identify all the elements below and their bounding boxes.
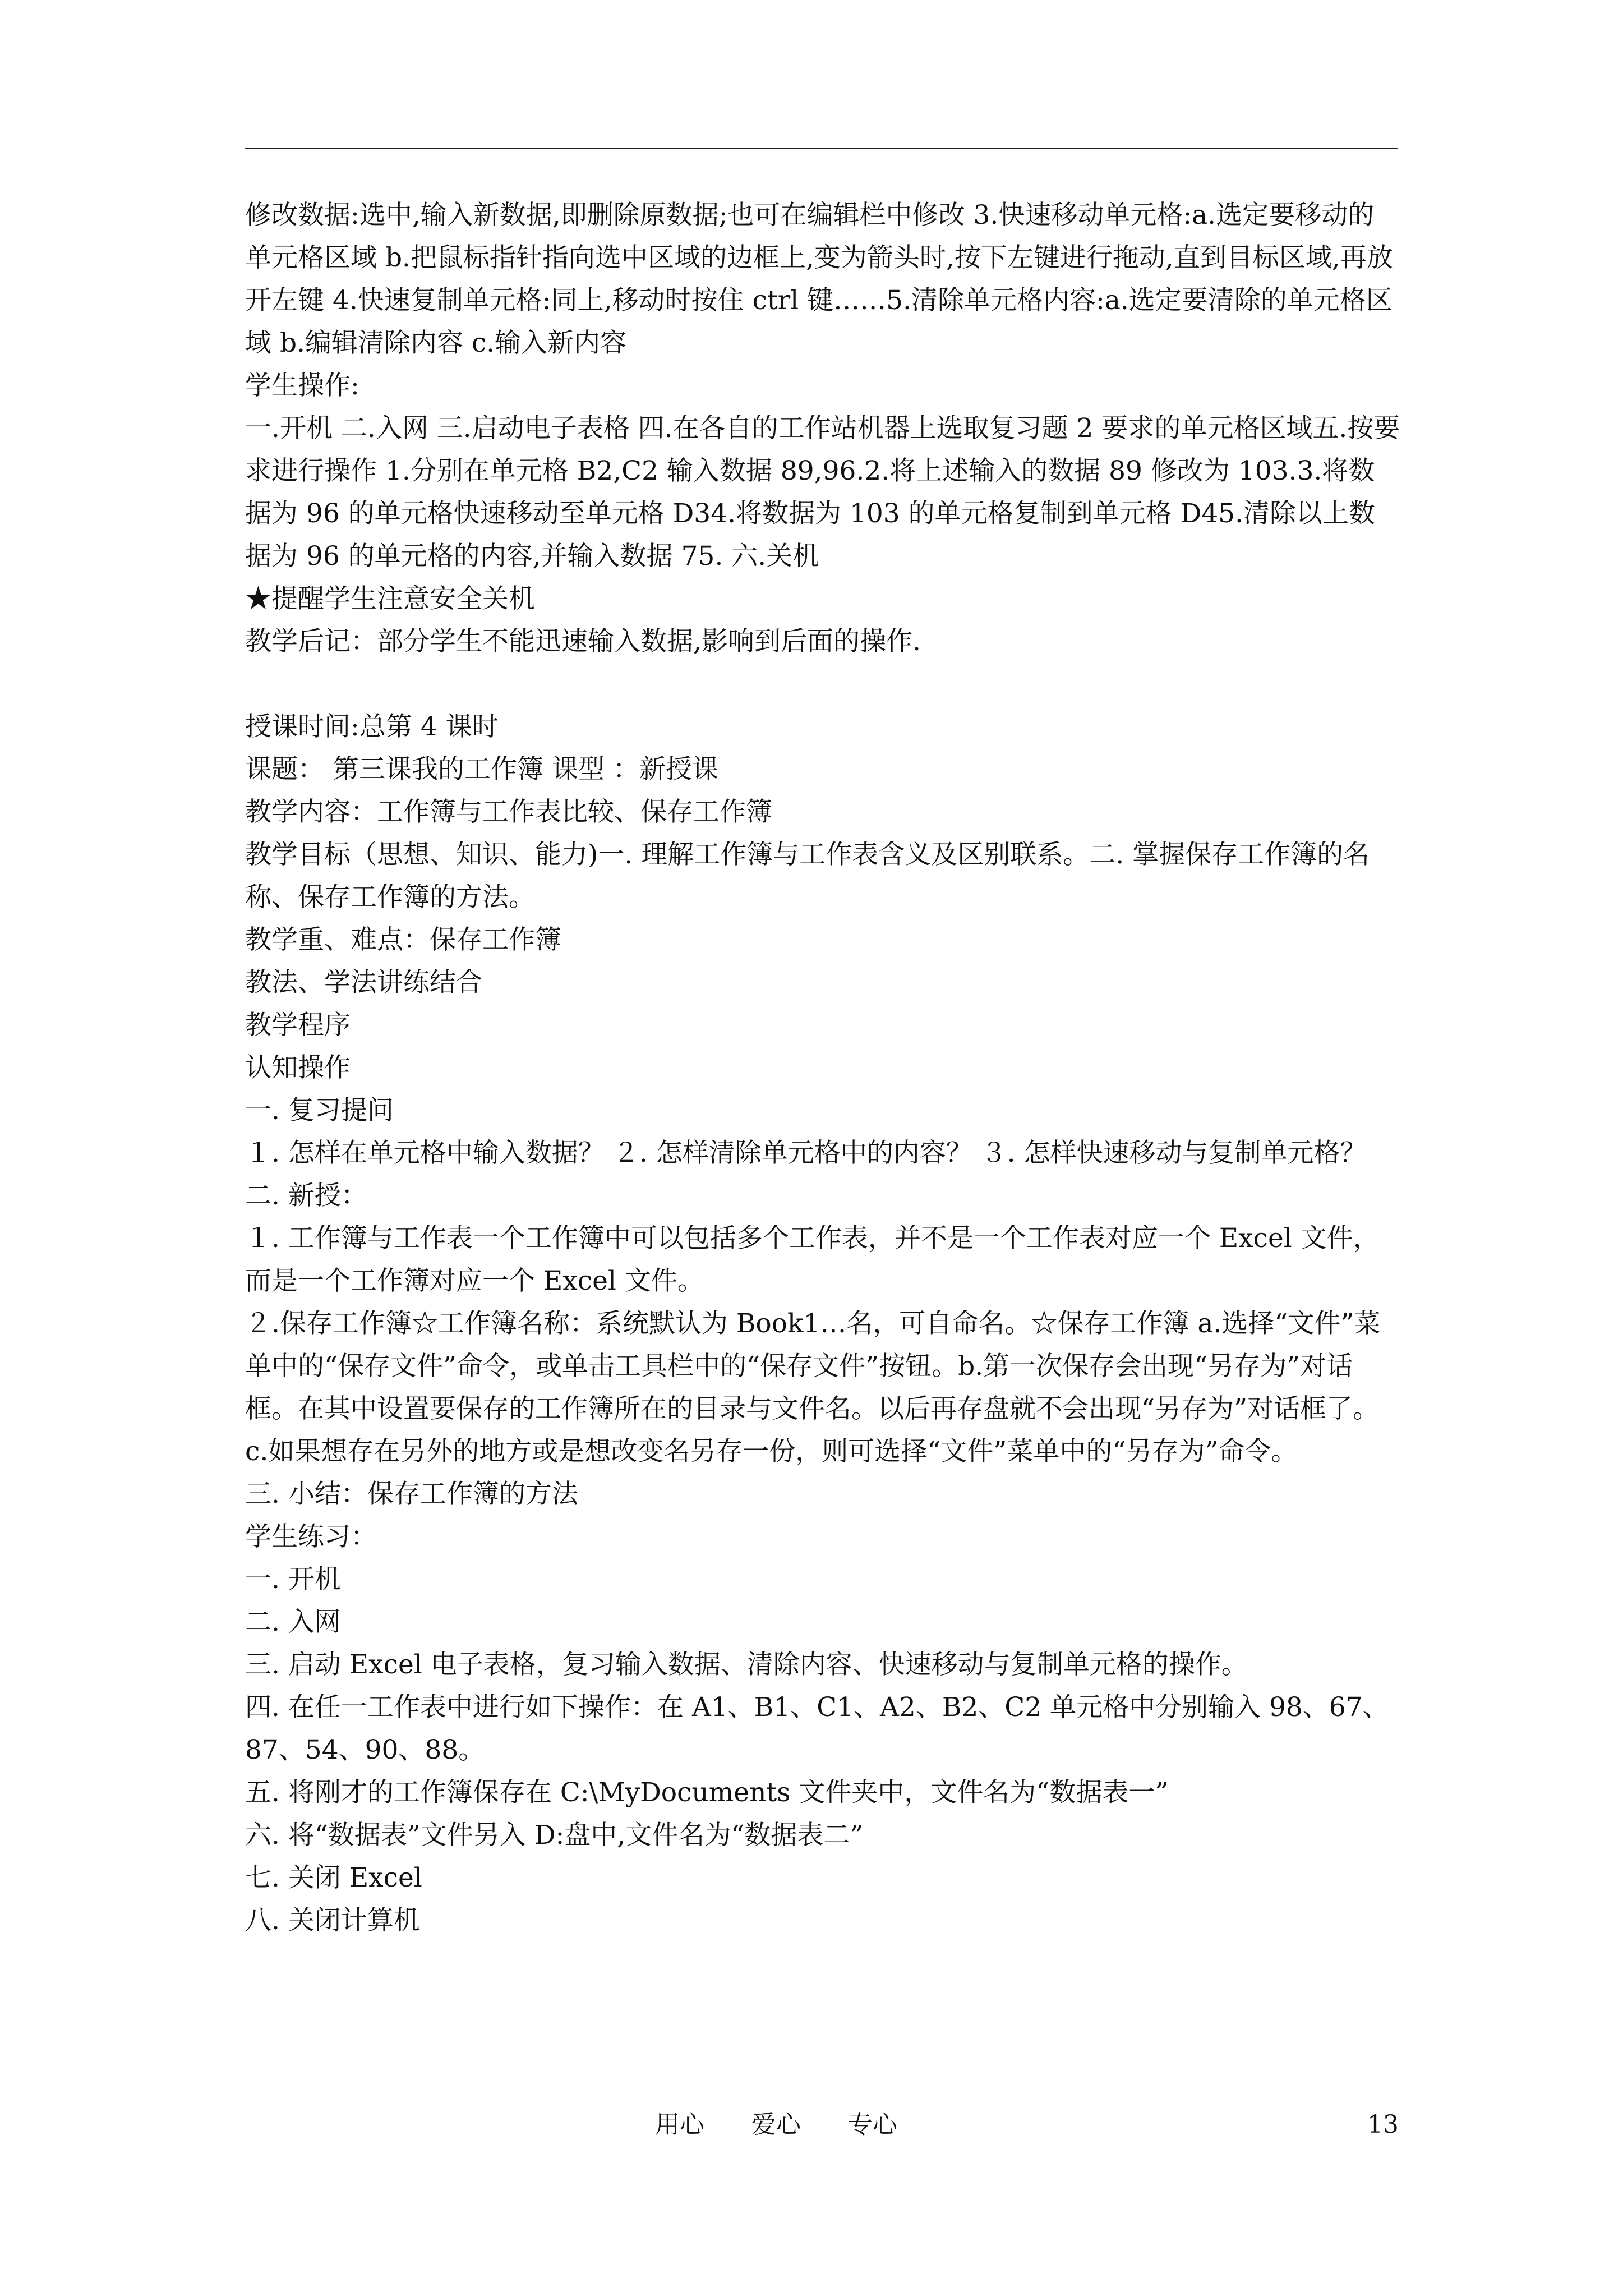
- header-rule: [245, 148, 1398, 149]
- paragraph-teaching-goals: 教学目标（思想、知识、能力)一. 理解工作簿与工作表含义及区别联系。二. 掌握保存工作簿的名称、保存工作簿的方法。: [245, 839, 1370, 913]
- paragraph-review-heading: 一. 复习提问: [245, 1095, 394, 1126]
- list-item: 二. 入网: [245, 1607, 341, 1637]
- paragraph-teaching-content: 教学内容：工作簿与工作表比较、保存工作簿: [245, 797, 772, 827]
- list-item: 五. 将刚才的工作簿保存在 C:\MyDocuments 文件夹中，文件名为“数据表一”: [245, 1777, 1169, 1808]
- paragraph-student-operation-steps: 一.开机 二.入网 三.启动电子表格 四.在各自的工作站机器上选取复习题 2 要求的单元格区域五.按要求进行操作 1.分别在单元格 B2,C2 输入数据 89,96.2.将上述输入的数据 89 修改为 103.3.将数据为 96 的单元格快速移动至单元格 D34.将数据为 103 的单元格复制到单元格 D45.清除以上数据为 96 的单元格的内容,并输入数据 75. 六.关机: [245, 413, 1400, 572]
- document-body: [245, 194, 1400, 1942]
- paragraph-lesson-title: 课题： 第三课我的工作簿 课型 ：新授课: [245, 754, 718, 785]
- paragraph-workbook-vs-worksheet: １. 工作簿与工作表一个工作簿中可以包括多个工作表，并不是一个工作表对应一个 Excel 文件，而是一个工作簿对应一个 Excel 文件。: [245, 1223, 1380, 1296]
- list-item: 三. 启动 Excel 电子表格，复习输入数据、清除内容、快速移动与复制单元格的操作。: [245, 1649, 1248, 1680]
- blank-line: [245, 663, 1400, 706]
- paragraph-save-workbook: ２.保存工作簿☆工作簿名称：系统默认为 Book1…名，可自命名。☆保存工作簿 a.选择“文件”菜单中的“保存文件”命令，或单击工具栏中的“保存文件”按钮。b.第一次保存会出现“另存为”对话框。在其中设置要保存的工作簿所在的目录与文件名。以后再存盘就不会出现“另存为”对话框了。c.如果想存在另外的地方或是想改变名另存一份，则可选择“文件”菜单中的“另存为”命令。: [245, 1308, 1381, 1467]
- paragraph-class-time: 授课时间:总第 4 课时: [245, 711, 499, 742]
- paragraph-new-lesson-heading: 二. 新授：: [245, 1180, 367, 1211]
- list-item: 四. 在任一工作表中进行如下操作：在 A1、B1、C1、A2、B2、C2 单元格中分别输入 98、67、87、54、90、88。: [245, 1692, 1389, 1765]
- paragraph-cognitive-operation: 认知操作: [245, 1052, 351, 1083]
- list-item: 八. 关闭计算机: [245, 1905, 420, 1936]
- list-item: 七. 关闭 Excel: [245, 1862, 422, 1893]
- list-item: 六. 将“数据表”文件另入 D:盘中,文件名为“数据表二”: [245, 1820, 864, 1851]
- paragraph-summary: 三. 小结：保存工作簿的方法: [245, 1479, 578, 1510]
- page-number: 13: [1367, 2110, 1399, 2139]
- list-item: 一. 开机: [245, 1564, 341, 1595]
- paragraph-review-questions: １. 怎样在单元格中输入数据？ ２. 怎样清除单元格中的内容？ ３. 怎样快速移动与复制单元格？: [245, 1138, 1367, 1168]
- paragraph-teaching-procedure: 教学程序: [245, 1010, 351, 1041]
- paragraph-key-points: 教学重、难点：保存工作簿: [245, 924, 561, 955]
- paragraph-teaching-method: 教法、学法讲练结合: [245, 967, 482, 998]
- paragraph-safety-reminder: ★提醒学生注意安全关机: [245, 583, 535, 614]
- footer-slogan: 用心 爱心 专心: [655, 2110, 897, 2139]
- paragraph-student-practice-heading: 学生练习：: [245, 1521, 377, 1552]
- paragraph-edit-data: 修改数据:选中,输入新数据,即删除原数据;也可在编辑栏中修改 3.快速移动单元格:a.选定要移动的单元格区域 b.把鼠标指针指向选中区域的边框上,变为箭头时,按下左键进行拖动,直到目标区域,再放开左键 4.快速复制单元格:同上,移动时按住 ctrl 键……5.清除单元格内容:a.选定要清除的单元格区域 b.编辑清除内容 c.输入新内容: [245, 200, 1393, 358]
- paragraph-teaching-notes: 教学后记：部分学生不能迅速输入数据,影响到后面的操作.: [245, 626, 921, 657]
- paragraph-student-operation-heading: 学生操作:: [245, 370, 359, 401]
